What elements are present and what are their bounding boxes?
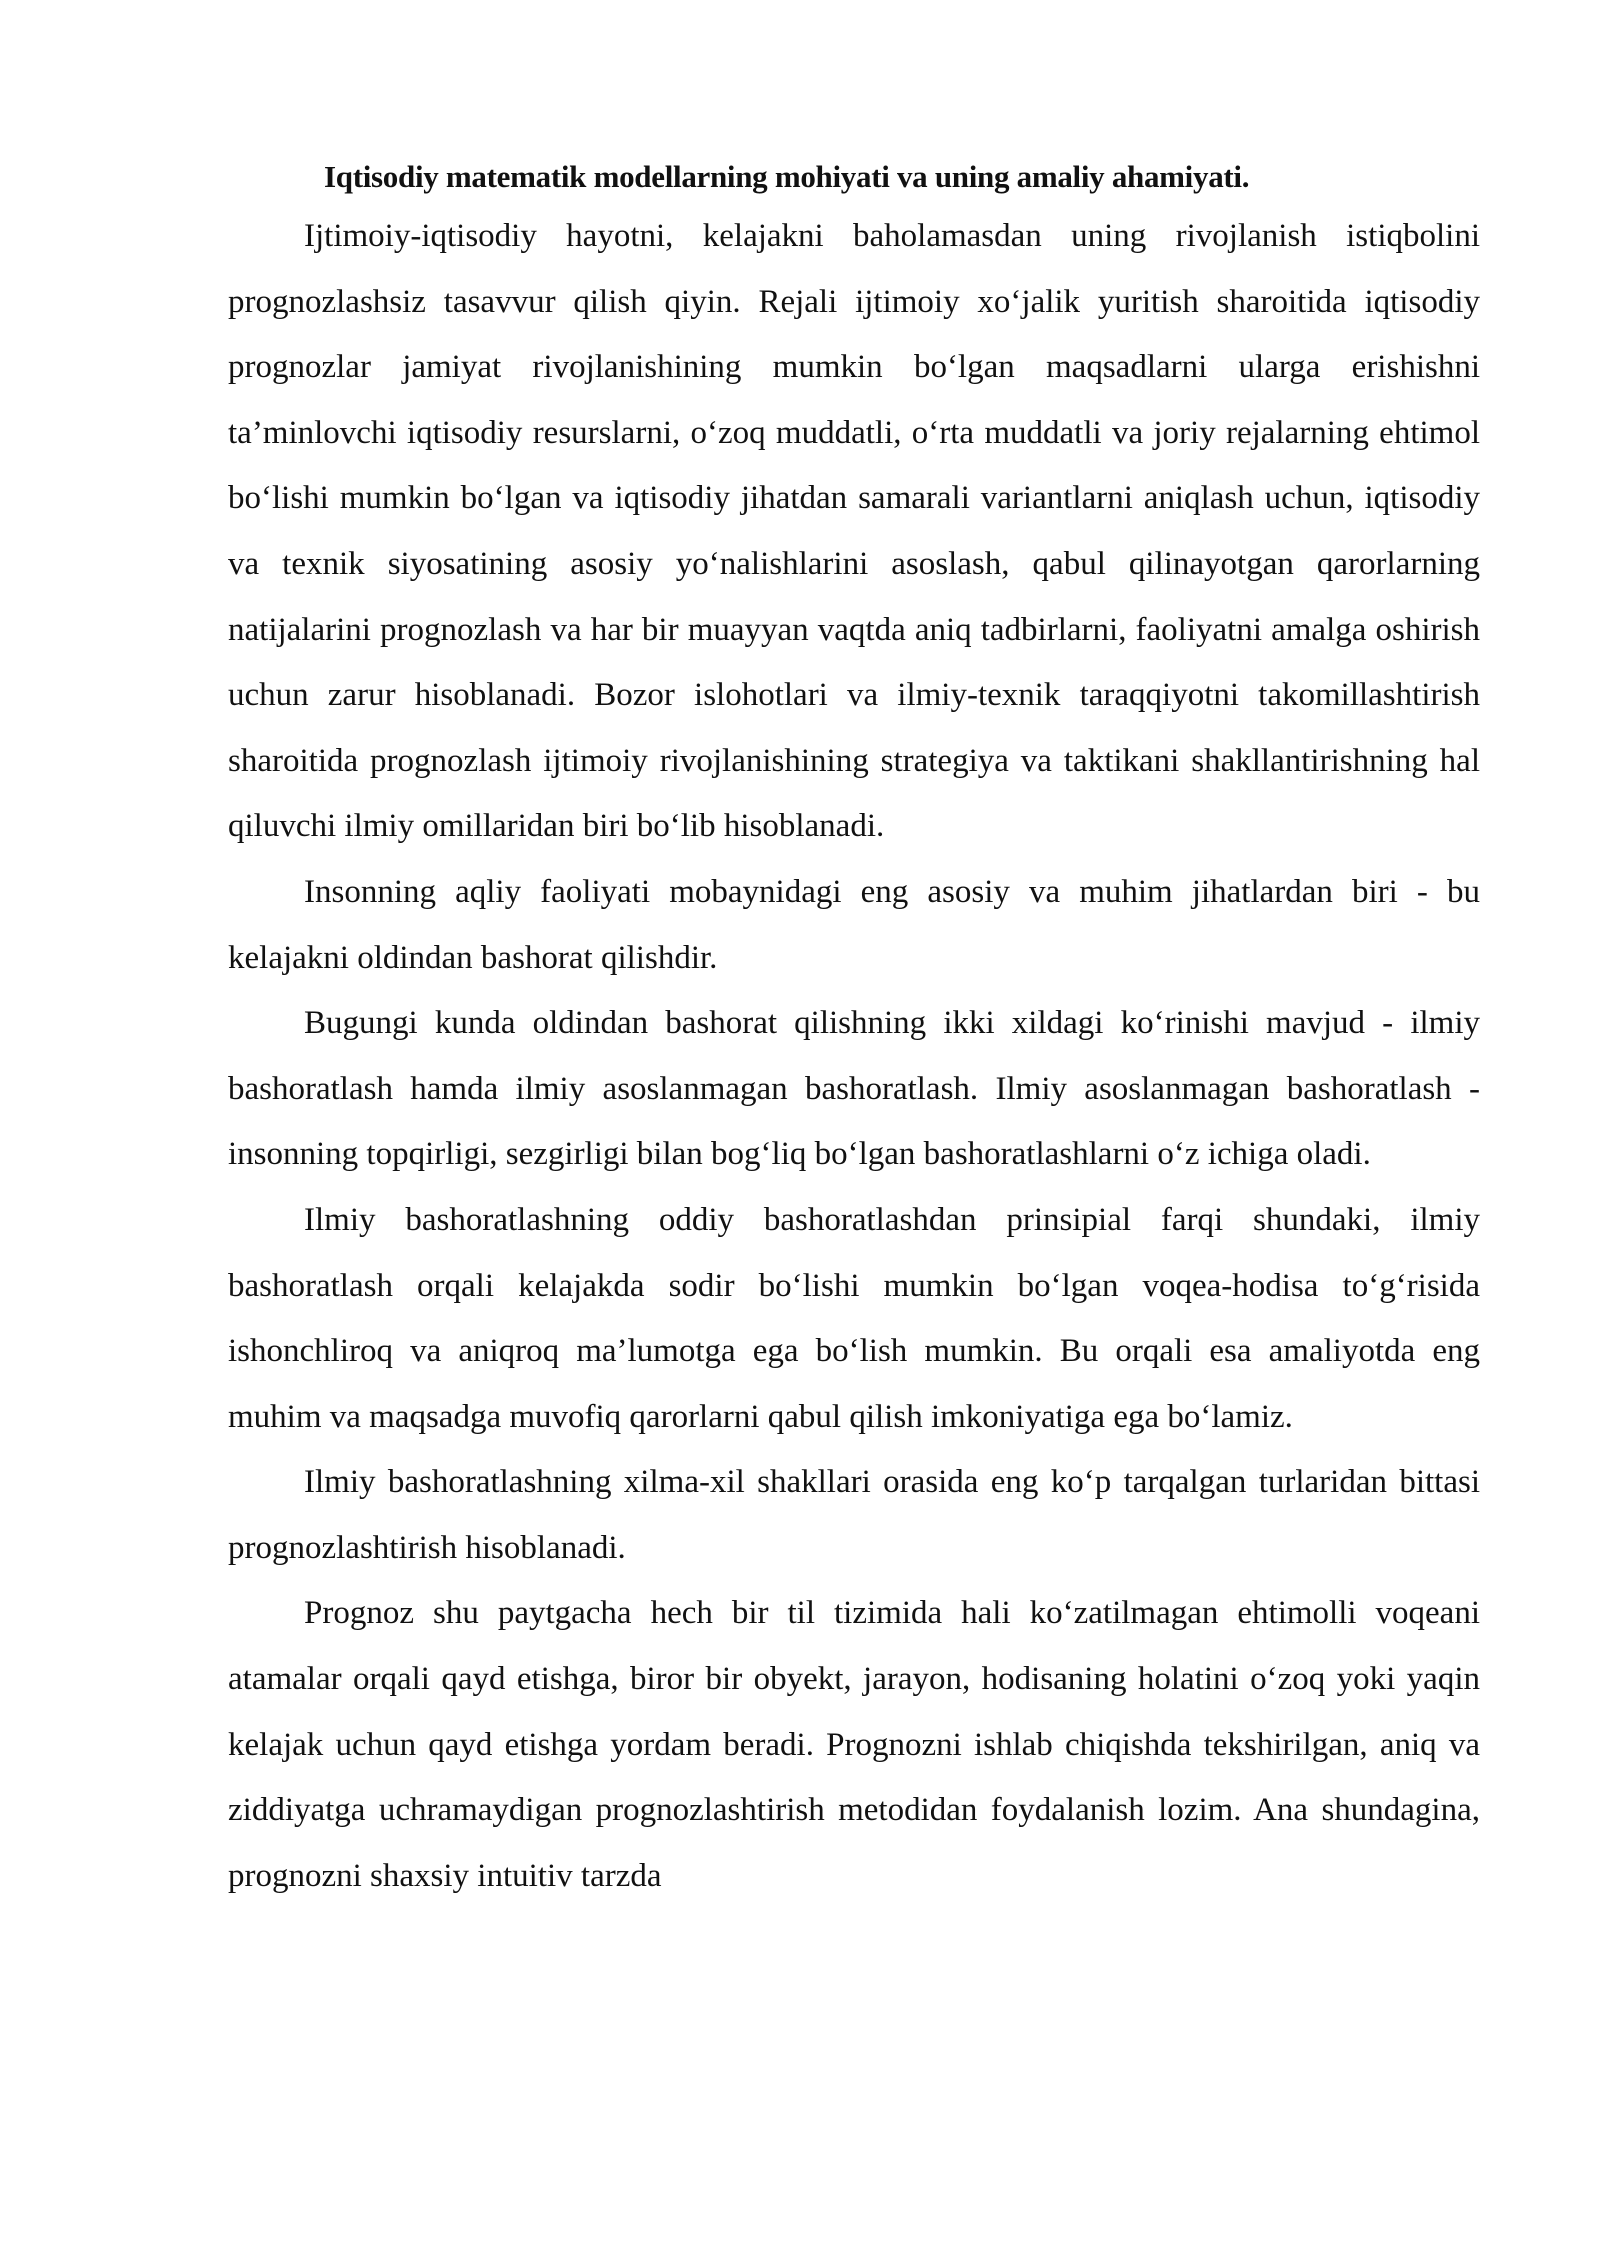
paragraph-1: Ijtimoiy-iqtisodiy hayotni, kelajakni baholamasdan uning rivojlanish istiqbolini prognozlashsiz tasavvur qilish qiyin. Rejali ijtimoiy xo‘jalik yuritish sharoitida iqtisodiy prognozlar jamiyat rivojlanishining mumkin bo‘lgan maqsadlarni ularga erishishni ta’minlovchi iqtisodiy resurslarni, o‘zoq muddatli, o‘rta muddatli va joriy rejalarning ehtimol bo‘lishi mumkin bo‘lgan va iqtisodiy jihatdan samarali variantlarni aniqlash uchun, iqtisodiy va texnik siyosatining asosiy yo‘nalishlarini asoslash, qabul qilinayotgan qarorlarning natijalarini prognozlash va har bir muayyan vaqtda aniq tadbirlarni, faoliyatni amalga oshirish uchun zarur hisoblanadi. Bozor islohotlari va ilmiy-texnik taraqqiyotni takomillashtirish sharoitida prognozlash ijtimoiy rivojlanishining strategiya va taktikani shakllantirishning hal qiluvchi ilmiy omillaridan biri bo‘lib hisoblanadi. xyxy=(228,218,1480,845)
paragraph-2: Insonning aqliy faoliyati mobaynidagi eng asosiy va muhim jihatlardan biri - bu kelajakni oldindan bashorat qilishdir. xyxy=(228,873,1480,976)
paragraph-4: Ilmiy bashoratlashning oddiy bashoratlashdan prinsipial farqi shundaki, ilmiy bashoratlash orqali kelajakda sodir bo‘lishi mumkin bo‘lgan voqea-hodisa to‘g‘risida ishonchliroq va aniqroq ma’lumotga ega bo‘lish mumkin. Bu orqali esa amaliyotda eng muhim va maqsadga muvofiq qarorlarni qabul qilish imkoniyatiga ega bo‘lamiz. xyxy=(228,1201,1480,1435)
paragraph-5: Ilmiy bashoratlashning xilma-xil shakllari orasida eng ko‘p tarqalgan turlaridan bittasi prognozlashtirish hisoblanadi. xyxy=(228,1464,1480,1566)
document-title: Iqtisodiy matematik modellarning mohiyati va uning amaliy ahamiyati. xyxy=(324,159,1250,194)
paragraph-6: Prognoz shu paytgacha hech bir til tizimida hali ko‘zatilmagan ehtimolli voqeani atamalar orqali qayd etishga, biror bir obyekt, jarayon, hodisaning holatini o‘zoq yoki yaqin kelajak uchun qayd etishga yordam beradi. Prognozni ishlab chiqishda tekshirilgan, aniq va ziddiyatga uchramaydigan prognozlashtirish metodidan foydalanish lozim. Ana shundagina, prognozni shaxsiy intuitiv tarzda xyxy=(228,1595,1480,1894)
paragraph-3: Bugungi kunda oldindan bashorat qilishning ikki xildagi ko‘rinishi mavjud - ilmiy bashoratlash hamda ilmiy asoslanmagan bashoratlash. Ilmiy asoslanmagan bashoratlash - insonning topqirligi, sezgirligi bilan bog‘liq bo‘lgan bashoratlashlarni o‘z ichiga oladi. xyxy=(228,1005,1480,1173)
